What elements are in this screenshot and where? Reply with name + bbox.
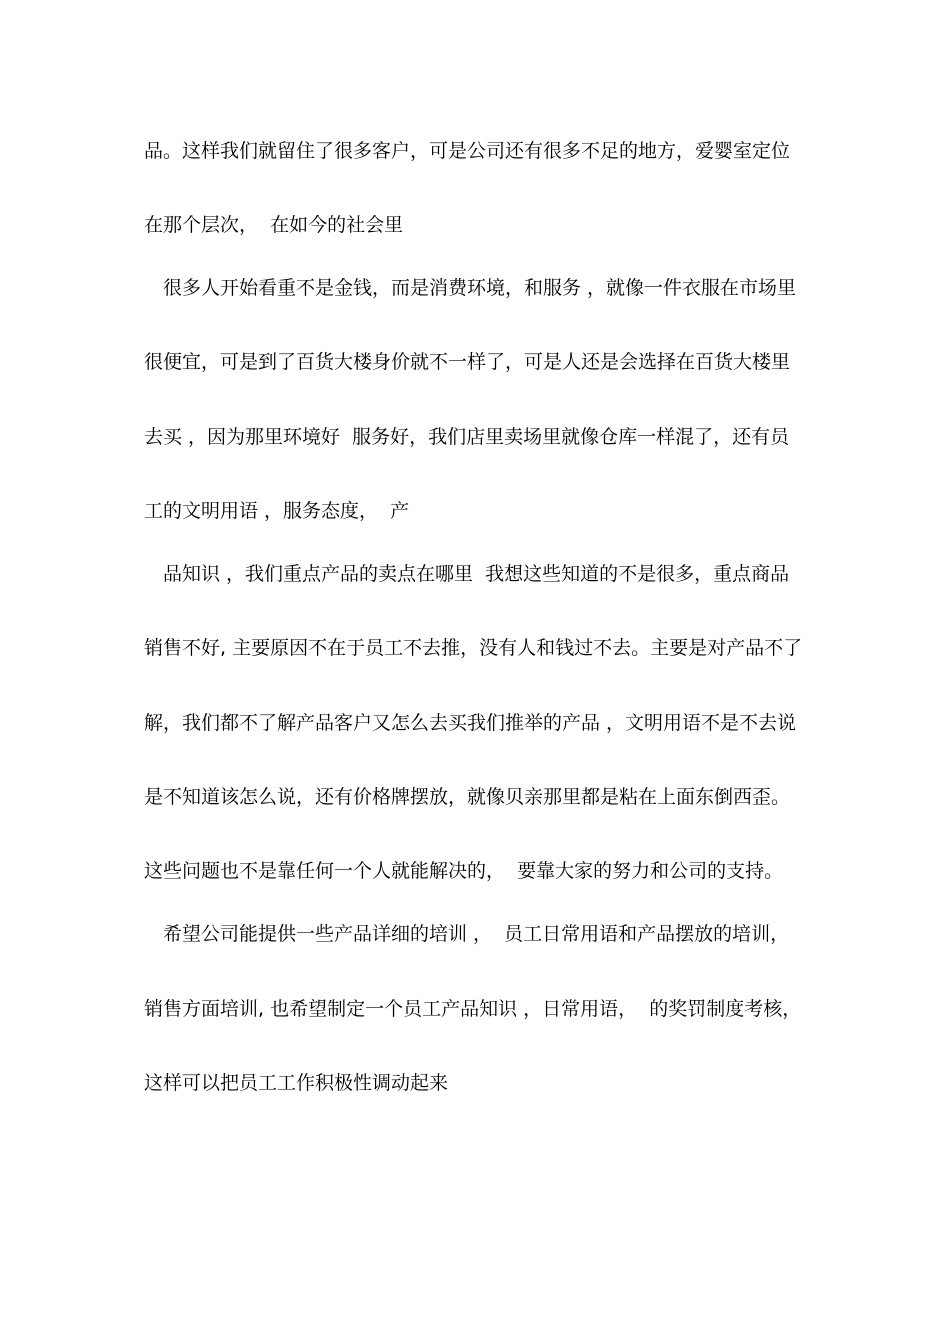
paragraph-line: 销售不好, 主要原因不在于员工不去推，没有人和钱过不去。主要是对产品不了	[144, 637, 803, 659]
paragraph-line: 销售方面培训, 也希望制定一个员工产品知识 ，日常用语， 的奖罚制度考核，	[144, 998, 802, 1020]
paragraph-line: 这些问题也不是靠任何一个人就能解决的， 要靠大家的努力和公司的支持。	[144, 860, 784, 882]
paragraph-line: 很多人开始看重不是金钱，而是消费环境，和服务 ，就像一件衣服在市场里	[163, 277, 797, 299]
paragraph-line: 解，我们都不了解产品客户又怎么去买我们推举的产品 ，文明用语不是不去说	[144, 712, 797, 734]
paragraph-line: 很便宜，可是到了百货大楼身价就不一样了，可是人还是会选择在百货大楼里	[144, 351, 791, 373]
paragraph-line: 工的文明用语 ，服务态度， 产	[144, 500, 410, 522]
paragraph-line: 在那个层次， 在如今的社会里	[144, 214, 404, 236]
paragraph-line: 品知识 ，我们重点产品的卖点在哪里 我想这些知道的不是很多，重点商品	[163, 563, 790, 585]
paragraph-line: 去买 ，因为那里环境好 服务好，我们店里卖场里就像仓库一样混了，还有员	[144, 426, 790, 448]
paragraph-line: 这样可以把员工工作积极性调动起来	[144, 1072, 449, 1094]
paragraph-line: 希望公司能提供一些产品详细的培训 ， 员工日常用语和产品摆放的培训，	[163, 923, 790, 945]
paragraph-line: 是不知道该怎么说，还有价格牌摆放，就像贝亲那里都是粘在上面东倒西歪。	[144, 786, 791, 808]
paragraph-line: 品。这样我们就留住了很多客户，可是公司还有很多不足的地方，爱婴室定位	[144, 140, 791, 162]
